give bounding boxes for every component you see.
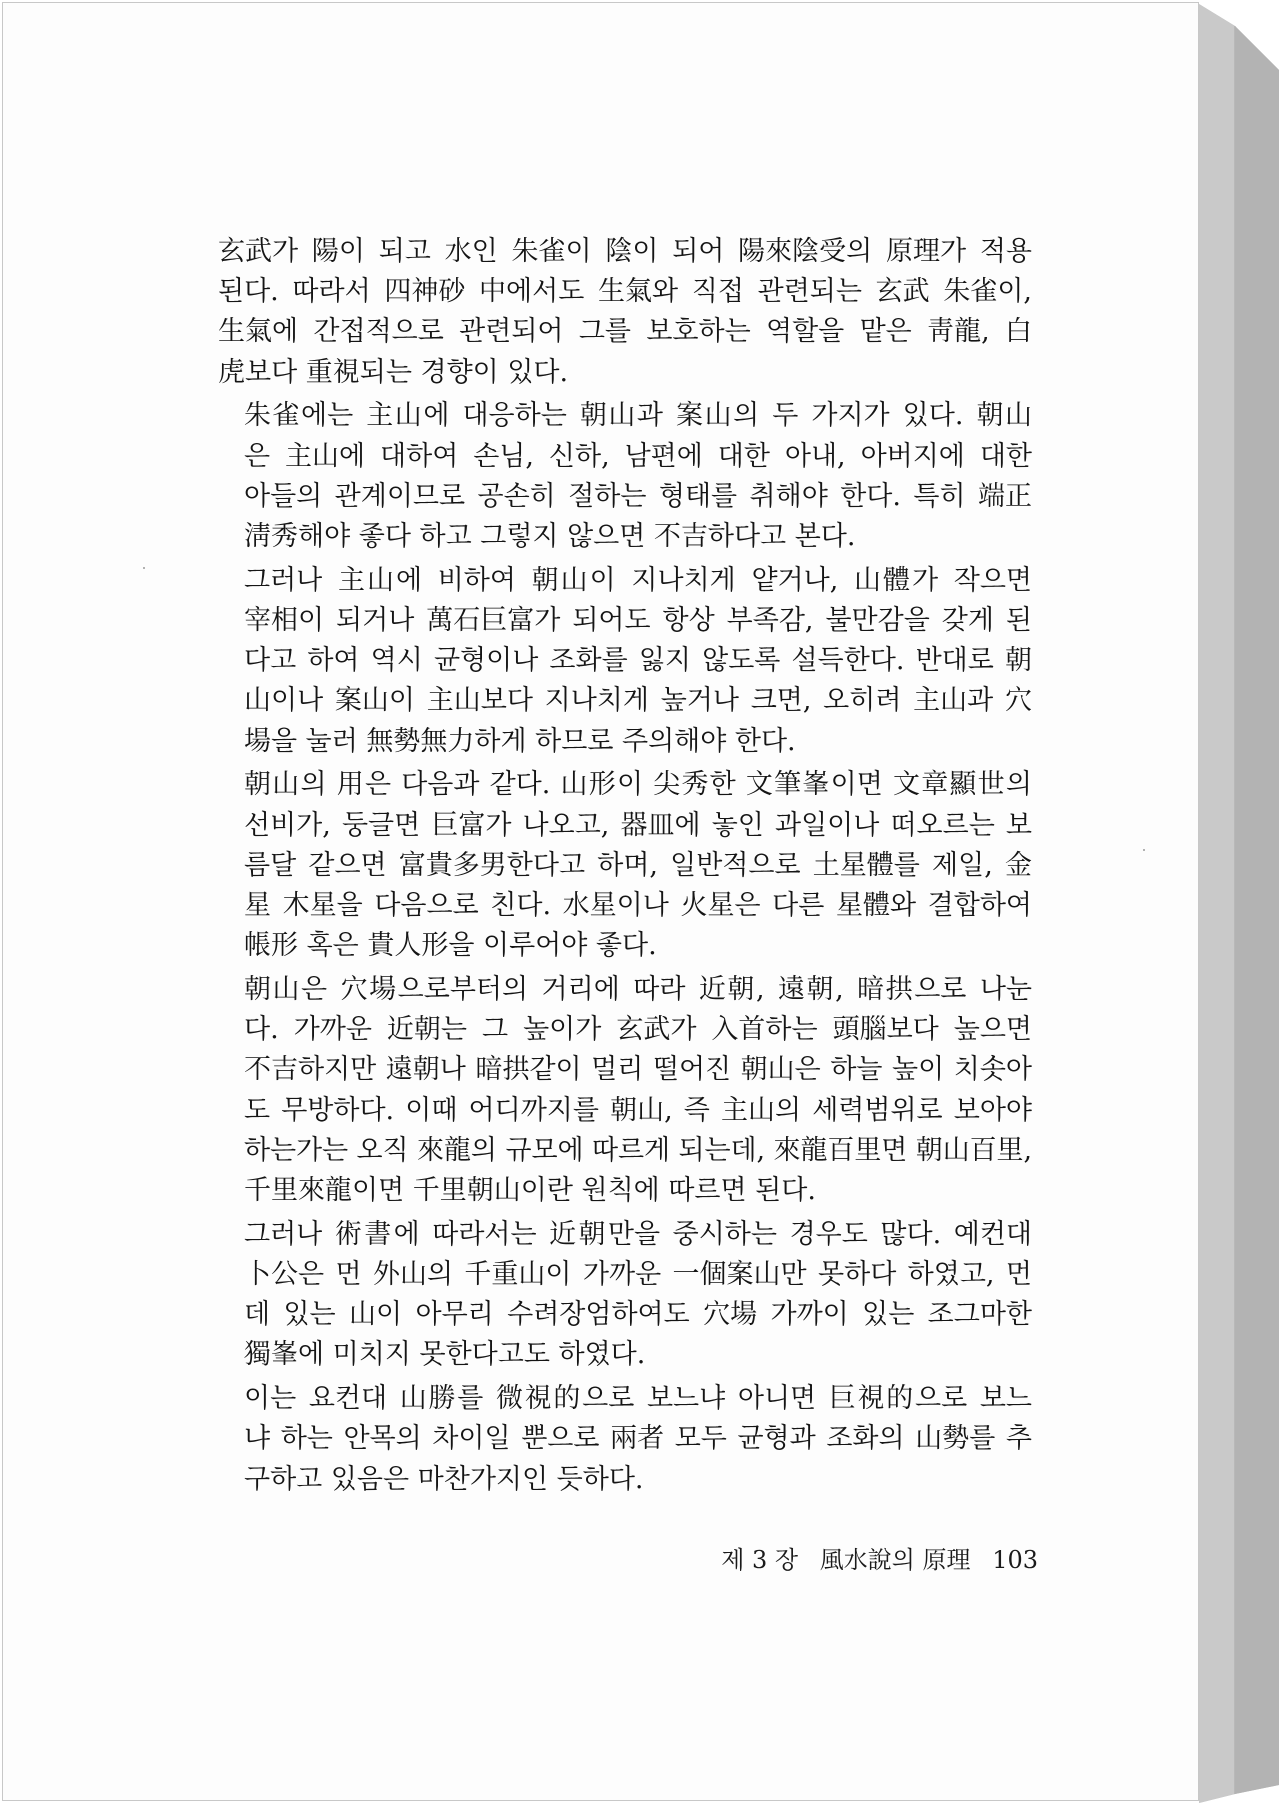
text-line: 卜公은 먼 外山의 千重山이 가까운 一個案山만 못하다 하였고, 먼 bbox=[244, 1259, 1032, 1291]
text-line: 獨峯에 미치지 못한다고도 하였다. bbox=[244, 1339, 646, 1371]
text-line: 름달 같으면 富貴多男한다고 하며, 일반적으로 土星體를 제일, 金 bbox=[244, 849, 1032, 881]
page-number: 103 bbox=[992, 1546, 1038, 1574]
scan-speck bbox=[143, 567, 145, 569]
text-line: 된다. 따라서 四神砂 中에서도 生氣와 직접 관련되는 玄武 朱雀이, bbox=[218, 276, 1032, 308]
text-line: 千里來龍이면 千里朝山이란 원칙에 따르면 된다. bbox=[244, 1175, 816, 1207]
body-text bbox=[218, 232, 1032, 1503]
text-line: 냐 하는 안목의 차이일 뿐으로 兩者 모두 균형과 조화의 山勢를 추 bbox=[244, 1423, 1032, 1455]
text-line: 虎보다 重視되는 경향이 있다. bbox=[218, 356, 569, 388]
text-line: 그러나 主山에 비하여 朝山이 지나치게 얕거나, 山體가 작으면 bbox=[244, 564, 1032, 596]
text-line: 宰相이 되거나 萬石巨富가 되어도 항상 부족감, 불만감을 갖게 된 bbox=[244, 605, 1032, 637]
paragraph bbox=[218, 1215, 1032, 1376]
text-line: 星 木星을 다음으로 친다. 水星이나 火星은 다른 星體와 결합하여 bbox=[244, 890, 1032, 922]
text-line: 이는 요컨대 山勝를 微視的으로 보느냐 아니면 巨視的으로 보느 bbox=[244, 1383, 1032, 1415]
text-line: 場을 눌러 無勢無力하게 하므로 주의해야 한다. bbox=[244, 725, 796, 757]
text-line: 朝山의 用은 다음과 같다. 山形이 尖秀한 文筆峯이면 文章顯世의 bbox=[244, 769, 1032, 801]
text-line: 不吉하지만 遠朝나 暗拱같이 멀리 떨어진 朝山은 하늘 높이 치솟아 bbox=[244, 1054, 1032, 1086]
text-line: 朱雀에는 主山에 대응하는 朝山과 案山의 두 가지가 있다. 朝山 bbox=[244, 400, 1032, 432]
page-edge-shadow bbox=[1199, 4, 1279, 1803]
running-footer bbox=[708, 1540, 1038, 1575]
text-line: 다고 하여 역시 균형이나 조화를 잃지 않도록 설득한다. 반대로 朝 bbox=[244, 645, 1032, 677]
paragraph bbox=[218, 396, 1032, 557]
paragraph bbox=[218, 561, 1032, 762]
text-line: 山이나 案山이 主山보다 지나치게 높거나 크면, 오히려 主山과 穴 bbox=[244, 685, 1032, 717]
text-line: 淸秀해야 좋다 하고 그렇지 않으면 不吉하다고 본다. bbox=[244, 521, 856, 553]
paragraph bbox=[218, 232, 1032, 393]
text-line: 아들의 관계이므로 공손히 절하는 형태를 취해야 한다. 특히 端正 bbox=[244, 480, 1032, 512]
text-line: 도 무방하다. 이때 어디까지를 朝山, 즉 主山의 세력범위로 보아야 bbox=[244, 1094, 1032, 1126]
text-line: 그러나 術書에 따라서는 近朝만을 중시하는 경우도 많다. 예컨대 bbox=[244, 1218, 1032, 1250]
paragraph bbox=[218, 1379, 1032, 1500]
text-line: 生氣에 간접적으로 관련되어 그를 보호하는 역할을 맡은 靑龍, 白 bbox=[218, 316, 1032, 348]
scan-speck bbox=[1143, 849, 1145, 851]
text-line: 선비가, 둥글면 巨富가 나오고, 器皿에 놓인 과일이나 떠오르는 보 bbox=[244, 809, 1032, 841]
text-line: 은 主山에 대하여 손님, 신하, 남편에 대한 아내, 아버지에 대한 bbox=[244, 440, 1032, 472]
text-line: 구하고 있음은 마찬가지인 듯하다. bbox=[244, 1463, 644, 1495]
text-line: 하는가는 오직 來龍의 규모에 따르게 되는데, 來龍百里면 朝山百里, bbox=[244, 1134, 1032, 1166]
text-line: 다. 가까운 近朝는 그 높이가 玄武가 入首하는 頭腦보다 높으면 bbox=[244, 1014, 1032, 1046]
paragraph bbox=[218, 970, 1032, 1211]
text-line: 玄武가 陽이 되고 水인 朱雀이 陰이 되어 陽來陰受의 原理가 적용 bbox=[218, 236, 1032, 267]
text-line: 데 있는 山이 아무리 수려장엄하여도 穴場 가까이 있는 조그마한 bbox=[244, 1299, 1032, 1331]
text-line: 朝山은 穴場으로부터의 거리에 따라 近朝, 遠朝, 暗拱으로 나눈 bbox=[244, 974, 1032, 1006]
paragraph bbox=[218, 765, 1032, 966]
text-line: 帳形 혹은 貴人形을 이루어야 좋다. bbox=[244, 930, 657, 962]
footer-title: 風水說의 原理 bbox=[819, 1546, 971, 1574]
footer-chapter: 제 3 장 bbox=[721, 1546, 799, 1574]
